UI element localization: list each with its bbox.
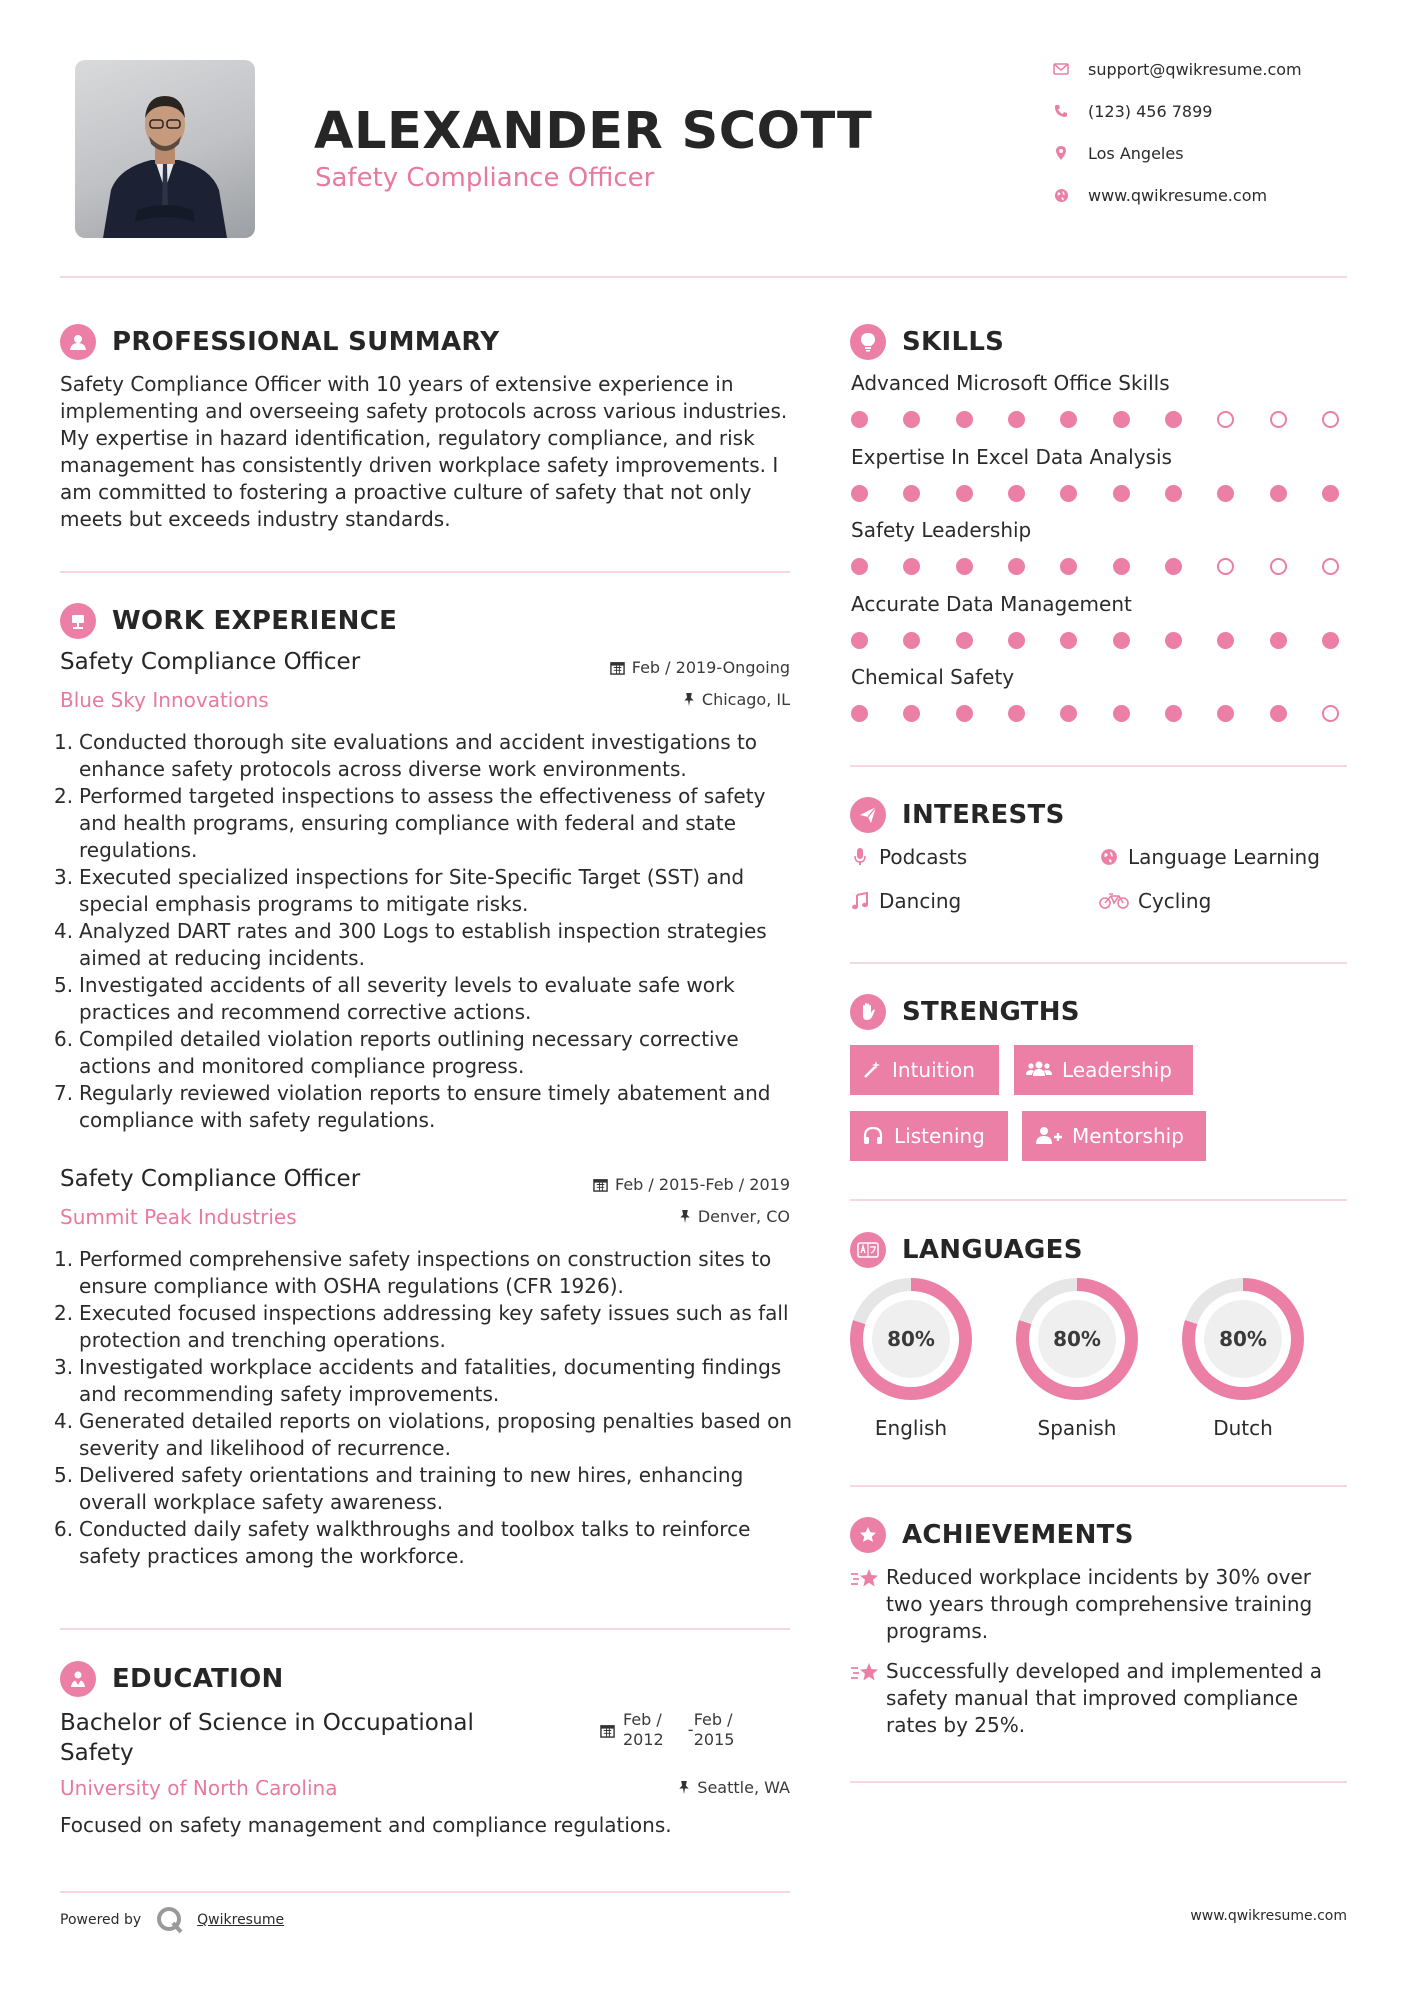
- job-2-date-text: Feb / 2015-Feb / 2019: [615, 1175, 790, 1194]
- user-plus-icon: [1034, 1126, 1062, 1146]
- qwikresume-logo-icon: [155, 1905, 185, 1935]
- rating-dot-filled: [1165, 485, 1182, 502]
- rating-dot-empty: [1217, 558, 1234, 575]
- rating-dot-filled: [851, 411, 868, 428]
- rating-dot-filled: [956, 632, 973, 649]
- list-item: 3. Executed specialized inspections for Site-Specific Target (SST) and special emphasis programs to mitigate risks.: [54, 865, 745, 916]
- contact-email-text: support@qwikresume.com: [1088, 59, 1302, 79]
- language-percent: 80%: [1204, 1300, 1282, 1378]
- graduation-icon: [60, 1661, 96, 1697]
- calendar-icon: [593, 1177, 608, 1192]
- qwikresume-link[interactable]: Qwikresume: [197, 1912, 285, 1928]
- job-2-role: Safety Compliance Officer: [60, 1166, 361, 1192]
- education-description: Focused on safety management and compliance regulations.: [60, 1813, 672, 1837]
- lightbulb-icon: [850, 324, 886, 360]
- rating-dot-filled: [1008, 632, 1025, 649]
- rating-dot-filled: [1113, 558, 1130, 575]
- language-spanish: [1016, 1278, 1138, 1440]
- skill-rating: [851, 485, 1339, 502]
- summary-heading-text: PROFESSIONAL SUMMARY: [112, 327, 500, 357]
- list-item: 5. Investigated accidents of all severity levels to evaluate safe work practices and recommend corrective actions.: [54, 973, 735, 1024]
- bicycle-icon: [1099, 893, 1129, 909]
- language-name: Dutch: [1213, 1416, 1273, 1440]
- globe-icon: [1052, 186, 1070, 204]
- rating-dot-filled: [1165, 411, 1182, 428]
- briefcase-icon: [60, 603, 96, 639]
- language-progress-ring: [1016, 1278, 1138, 1400]
- music-note-icon: [850, 892, 870, 910]
- rating-dot-filled: [1165, 558, 1182, 575]
- rating-dot-filled: [1060, 411, 1077, 428]
- achievements-heading-text: ACHIEVEMENTS: [902, 1520, 1134, 1550]
- rating-dot-filled: [1008, 485, 1025, 502]
- job-1-location: [490, 690, 790, 709]
- job-1-role: Safety Compliance Officer: [60, 649, 361, 675]
- rating-dot-filled: [1060, 558, 1077, 575]
- contact-location-text: Los Angeles: [1088, 143, 1184, 163]
- skill-item: [851, 592, 1339, 649]
- rating-dot-filled: [1060, 705, 1077, 722]
- summary-text: Safety Compliance Officer with 10 years of extensive experience in implementing and overseeing safety protocols across various industries. My expertise in hazard identification, regulatory compliance, and risk management has consistently driven workplace safety improvements. I am committed to fostering a proactive culture of safety that not only meets but exceeds industry standards.: [60, 372, 788, 531]
- rating-dot-empty: [1270, 411, 1287, 428]
- contact-phone-text: (123) 456 7899: [1088, 101, 1213, 121]
- rating-dot-empty: [1217, 411, 1234, 428]
- pushpin-icon: [678, 1780, 690, 1795]
- profile-photo: [75, 60, 255, 238]
- job-1-duties: [54, 729, 800, 1134]
- person-portrait-icon: [75, 60, 255, 238]
- rating-dot-filled: [903, 411, 920, 428]
- interests-divider: [850, 962, 1347, 964]
- rating-dot-filled: [1113, 632, 1130, 649]
- education-dates: [600, 1710, 800, 1750]
- strength-chip-listening: Listening: [850, 1111, 1008, 1161]
- rating-dot-empty: [1322, 558, 1339, 575]
- shooting-star-icon: [850, 1566, 886, 1645]
- footer-website[interactable]: www.qwikresume.com: [1190, 1908, 1347, 1924]
- skill-name: Chemical Safety: [851, 665, 1015, 689]
- skill-name: Safety Leadership: [851, 518, 1032, 542]
- rating-dot-empty: [1322, 705, 1339, 722]
- pushpin-icon: [683, 692, 695, 707]
- skill-rating: [851, 558, 1339, 575]
- skill-rating: [851, 411, 1339, 428]
- star-badge-icon: [850, 1517, 886, 1553]
- magic-wand-icon: [862, 1060, 882, 1080]
- list-item: 5. Delivered safety orientations and training to new hires, enhancing overall workplace safety awareness.: [54, 1463, 744, 1514]
- hand-icon: [850, 994, 886, 1030]
- list-item: 6. Conducted daily safety walkthroughs and toolbox talks to reinforce safety practices among the workforce.: [54, 1517, 751, 1568]
- summary-heading: [60, 324, 499, 360]
- rating-dot-filled: [1008, 705, 1025, 722]
- skill-item: [851, 665, 1339, 722]
- interest-cycling: Cycling: [1099, 889, 1211, 913]
- contact-website[interactable]: [1052, 184, 1382, 206]
- rating-dot-filled: [1270, 485, 1287, 502]
- languages-divider: [850, 1485, 1347, 1487]
- job-2-location-text: Denver, CO: [697, 1207, 790, 1226]
- skill-rating: [851, 705, 1339, 722]
- experience-divider: [60, 1628, 790, 1630]
- language-name: English: [874, 1416, 948, 1440]
- list-item: 7. Regularly reviewed violation reports to ensure timely abatement and compliance with safety regulations.: [54, 1081, 771, 1132]
- rating-dot-filled: [1217, 632, 1234, 649]
- rating-dot-filled: [956, 705, 973, 722]
- rating-dot-filled: [1322, 485, 1339, 502]
- calendar-icon: [600, 1723, 615, 1738]
- strengths-divider: [850, 1199, 1347, 1201]
- rating-dot-filled: [1270, 705, 1287, 722]
- job-2-date: [490, 1175, 790, 1194]
- contact-email[interactable]: [1052, 58, 1382, 80]
- rating-dot-filled: [1008, 411, 1025, 428]
- rating-dot-filled: [1113, 411, 1130, 428]
- rating-dot-filled: [1008, 558, 1025, 575]
- shooting-star-icon: [850, 1660, 886, 1739]
- education-location: [490, 1778, 790, 1797]
- skill-item: [851, 518, 1339, 575]
- education-end-date: - Feb / 2015: [687, 1710, 735, 1749]
- rating-dot-filled: [851, 485, 868, 502]
- phone-icon: [1052, 102, 1070, 120]
- user-icon: [60, 324, 96, 360]
- rating-dot-filled: [1113, 485, 1130, 502]
- rating-dot-empty: [1322, 411, 1339, 428]
- rating-dot-filled: [956, 558, 973, 575]
- rating-dot-filled: [1217, 705, 1234, 722]
- language-dutch: [1182, 1278, 1304, 1440]
- list-item: 4. Analyzed DART rates and 300 Logs to establish inspection strategies aimed at reducing incidents.: [54, 919, 767, 970]
- list-item: 2. Performed targeted inspections to assess the effectiveness of safety and health programs, ensuring compliance with federal and state regulations.: [54, 784, 766, 862]
- users-icon: [1026, 1060, 1052, 1080]
- rating-dot-filled: [851, 705, 868, 722]
- summary-divider: [60, 571, 790, 573]
- rating-dot-filled: [1322, 632, 1339, 649]
- header-divider: [60, 276, 1347, 278]
- experience-heading-text: WORK EXPERIENCE: [112, 606, 398, 636]
- achievements-heading: [850, 1517, 1134, 1553]
- rating-dot-filled: [903, 485, 920, 502]
- language-name: Spanish: [1037, 1416, 1117, 1440]
- envelope-icon: [1052, 60, 1070, 78]
- rating-dot-filled: [956, 411, 973, 428]
- footer-powered-by: Powered by Qwikresume: [60, 1905, 284, 1935]
- skill-item: [851, 445, 1339, 502]
- rating-dot-filled: [1060, 632, 1077, 649]
- interests-heading-text: INTERESTS: [902, 800, 1065, 830]
- microphone-icon: [850, 847, 870, 867]
- job-1-company: Blue Sky Innovations: [60, 688, 269, 712]
- job-1-date: [490, 658, 790, 677]
- list-item: 1. Performed comprehensive safety inspections on construction sites to ensure compliance with OSHA regulations (CFR 1926).: [54, 1247, 772, 1298]
- achievement-item: Successfully developed and implemented a safety manual that improved compliance rates by 25%.: [850, 1658, 1350, 1739]
- education-divider: [60, 1891, 790, 1893]
- rating-dot-filled: [903, 558, 920, 575]
- skills-divider: [850, 765, 1347, 767]
- achievements-divider: [850, 1781, 1347, 1783]
- pushpin-icon: [679, 1209, 691, 1224]
- skills-heading: [850, 324, 1004, 360]
- language-icon: [850, 1232, 886, 1268]
- education-location-text: Seattle, WA: [697, 1778, 790, 1797]
- skill-item: [851, 371, 1339, 428]
- interest-language-learning: Language Learning: [1099, 845, 1320, 869]
- achievement-item: Reduced workplace incidents by 30% over two years through comprehensive training programs.: [850, 1564, 1350, 1645]
- degree-title: Bachelor of Science in Occupational Safety: [60, 1710, 474, 1766]
- language-progress-ring: [1182, 1278, 1304, 1400]
- education-heading: [60, 1661, 284, 1697]
- headphones-icon: [862, 1126, 884, 1146]
- language-percent: 80%: [1038, 1300, 1116, 1378]
- rating-dot-filled: [1270, 632, 1287, 649]
- strength-chip-leadership: Leadership: [1014, 1045, 1193, 1095]
- globe-icon: [1099, 848, 1119, 866]
- candidate-name: ALEXANDER SCOTT: [314, 102, 873, 161]
- language-progress-ring: [850, 1278, 972, 1400]
- rating-dot-filled: [1165, 705, 1182, 722]
- rating-dot-filled: [1060, 485, 1077, 502]
- languages-heading-text: LANGUAGES: [902, 1235, 1083, 1265]
- rating-dot-filled: [851, 558, 868, 575]
- skill-rating: [851, 632, 1339, 649]
- strength-chip-mentorship: Mentorship: [1022, 1111, 1206, 1161]
- contact-phone[interactable]: [1052, 100, 1382, 122]
- list-item: 2. Executed focused inspections addressing key safety issues such as fall protection and trenching operations.: [54, 1301, 789, 1352]
- list-item: 3. Investigated workplace accidents and fatalities, documenting findings and recommending safety improvements.: [54, 1355, 782, 1406]
- list-item: 1. Conducted thorough site evaluations and accident investigations to enhance safety protocols across diverse work environments.: [54, 730, 758, 781]
- contact-location: [1052, 142, 1382, 164]
- job-2-duties: [54, 1246, 800, 1570]
- rating-dot-filled: [851, 632, 868, 649]
- languages-heading: [850, 1232, 1083, 1268]
- education-heading-text: EDUCATION: [112, 1664, 284, 1694]
- language-percent: 80%: [872, 1300, 950, 1378]
- rating-dot-filled: [1113, 705, 1130, 722]
- candidate-title: Safety Compliance Officer: [315, 163, 655, 193]
- rating-dot-filled: [1217, 485, 1234, 502]
- job-2-location: [490, 1207, 790, 1226]
- list-item: 6. Compiled detailed violation reports outlining necessary corrective actions and monitored compliance progress.: [54, 1027, 739, 1078]
- interest-dancing: Dancing: [850, 889, 961, 913]
- strength-chip-intuition: Intuition: [850, 1045, 999, 1095]
- job-2-company: Summit Peak Industries: [60, 1205, 297, 1229]
- strengths-heading: [850, 994, 1080, 1030]
- list-item: 4. Generated detailed reports on violations, proposing penalties based on severity and likelihood of recurrence.: [54, 1409, 793, 1460]
- education-start-date: Feb / 2012: [623, 1710, 664, 1749]
- school-name: University of North Carolina: [60, 1776, 338, 1800]
- contact-website-text: www.qwikresume.com: [1088, 185, 1268, 205]
- skill-name: Advanced Microsoft Office Skills: [851, 371, 1170, 395]
- strengths-heading-text: STRENGTHS: [902, 997, 1080, 1027]
- experience-heading: [60, 603, 397, 639]
- interest-podcasts: Podcasts: [850, 845, 967, 869]
- calendar-icon: [610, 660, 625, 675]
- map-pin-icon: [1052, 144, 1070, 162]
- job-1-date-text: Feb / 2019-Ongoing: [631, 658, 790, 677]
- rating-dot-filled: [1165, 632, 1182, 649]
- skill-name: Expertise In Excel Data Analysis: [851, 445, 1172, 469]
- rating-dot-empty: [1270, 558, 1287, 575]
- skill-name: Accurate Data Management: [851, 592, 1132, 616]
- interests-heading: [850, 797, 1065, 833]
- rating-dot-filled: [903, 705, 920, 722]
- job-1-location-text: Chicago, IL: [701, 690, 790, 709]
- rating-dot-filled: [903, 632, 920, 649]
- rating-dot-filled: [956, 485, 973, 502]
- paper-plane-icon: [850, 797, 886, 833]
- language-english: [850, 1278, 972, 1440]
- skills-heading-text: SKILLS: [902, 327, 1005, 357]
